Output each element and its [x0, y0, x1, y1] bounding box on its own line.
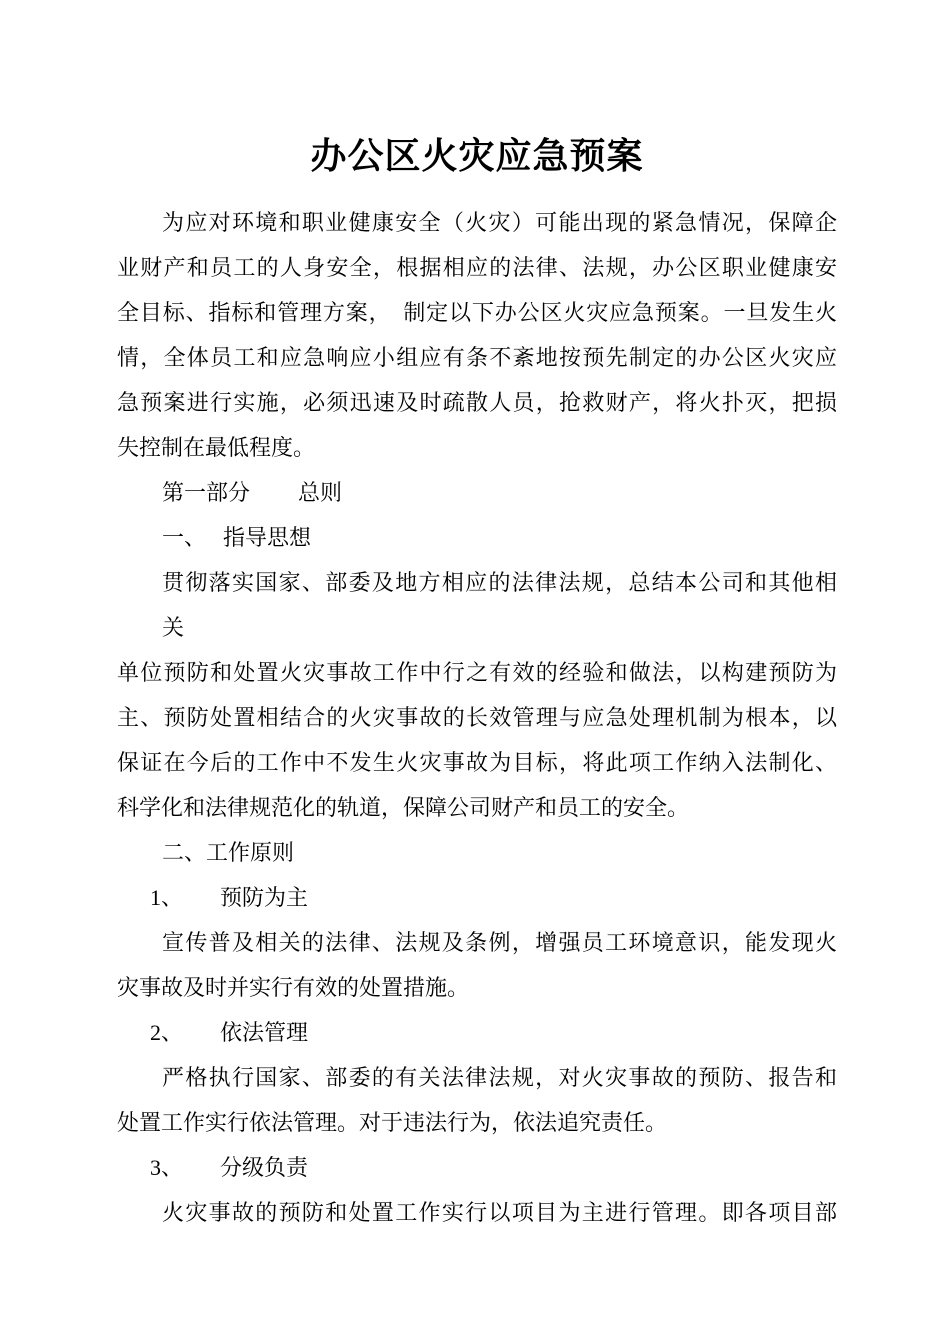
paragraph-line: 灾事故及时并实行有效的处置措施。	[117, 975, 470, 1000]
list-item-heading	[117, 1145, 837, 1190]
list-item-heading	[117, 875, 837, 920]
part-heading-label: 第一部分	[162, 480, 251, 505]
paragraph-line: 贯彻落实国家、部委及地方相应的法律法规，总结本公司和其他相	[162, 570, 837, 595]
paragraph-line: 情，全体员工和应急响应小组应有条不紊地按预先制定的办公区火灾应	[117, 345, 837, 370]
list-item-number: 1、	[150, 885, 184, 910]
paragraph-line: 单位预防和处置火灾事故工作中行之有效的经验和做法，以构建预防为	[117, 660, 837, 685]
list-item-title: 预防为主	[220, 885, 309, 910]
section-heading-title: 指导思想	[223, 525, 312, 550]
paragraph-line: 火灾事故的预防和处置工作实行以项目为主进行管理。即各项目部	[162, 1200, 837, 1225]
list-item-number: 3、	[150, 1155, 184, 1180]
list-item-title: 分级负责	[220, 1155, 309, 1180]
paragraph-line: 业财产和员工的人身安全，根据相应的法律、法规，办公区职业健康安	[117, 255, 837, 280]
paragraph-line: 全目标、指标和管理方案， 制定以下办公区火灾应急预案。一旦发生火	[117, 300, 837, 325]
paragraph-line: 处置工作实行依法管理。对于违法行为，依法追究责任。	[117, 1110, 668, 1135]
section-heading-label: 一、	[162, 525, 207, 550]
paragraph-line: 失控制在最低程度。	[117, 435, 316, 460]
paragraph-line: 保证在今后的工作中不发生火灾事故为目标，将此项工作纳入法制化、	[117, 750, 837, 775]
list-item-number: 2、	[150, 1020, 184, 1045]
paragraph-line: 急预案进行实施，必须迅速及时疏散人员，抢救财产，将火扑灭，把损	[117, 390, 837, 415]
paragraph-line: 为应对环境和职业健康安全（火灾）可能出现的紧急情况，保障企	[162, 210, 837, 235]
list-item-title: 依法管理	[220, 1020, 309, 1045]
document-title: 办公区火灾应急预案	[310, 135, 644, 176]
section-heading	[117, 515, 837, 560]
paragraph-line: 关	[162, 615, 185, 640]
paragraph-line: 科学化和法律规范化的轨道，保障公司财产和员工的安全。	[117, 795, 690, 820]
paragraph-line: 主、预防处置相结合的火灾事故的长效管理与应急处理机制为根本，以	[117, 705, 837, 730]
paragraph-line: 宣传普及相关的法律、法规及条例，增强员工环境意识，能发现火	[162, 930, 837, 955]
part-heading-title: 总则	[298, 480, 343, 505]
paragraph-line: 严格执行国家、部委的有关法律法规，对火灾事故的预防、报告和	[162, 1065, 837, 1090]
section-heading: 二、工作原则	[162, 840, 295, 865]
part-heading	[117, 470, 837, 515]
list-item-heading	[117, 1010, 837, 1055]
